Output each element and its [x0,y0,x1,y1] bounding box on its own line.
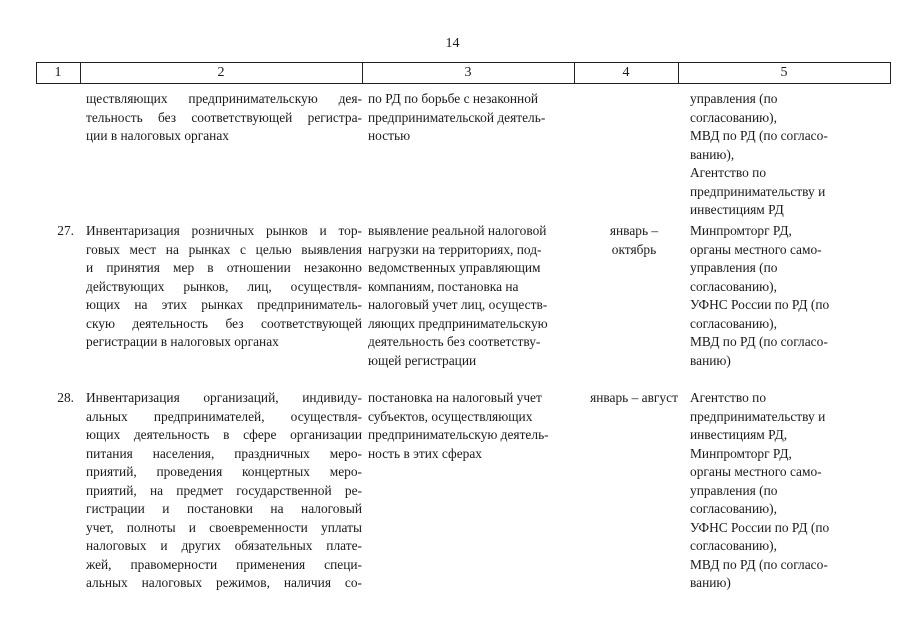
column-header-2: 2 [217,65,225,80]
text-line: учет, полноты и своевременности уплаты [86,519,362,535]
text-line: ющей регистрации [368,352,477,368]
text-line: ществляющих предпринимательскую дея- [86,91,362,106]
activity-cell [86,389,362,593]
text-line: предпринимательству и [690,408,826,424]
text-line: согласованию), [690,315,777,331]
text-line: согласованию), [690,538,777,553]
result-cell [368,90,578,146]
text-line: по РД по борьбе с незаконной [368,91,539,106]
text-line: ющих на этих рынках предприниматель- [86,297,362,312]
text-line: управления (по [690,260,778,275]
text-line: УФНС России по РД (по [690,297,830,312]
text-line: приятий, на предмет государственной ре- [86,482,362,498]
text-line: МВД по РД (по согласо- [690,556,828,572]
text-line: управления (по [690,91,778,106]
text-line: ляющих предпринимательскую [368,315,548,331]
text-line: УФНС России по РД (по [690,519,830,535]
text-line: предпринимательству и [690,183,826,199]
row-number: 28. [57,390,74,405]
text-line: ции в налоговых органах [86,128,229,143]
activity-cell [86,222,362,352]
text-line: альных предпринимателей, осуществля- [86,408,362,424]
responsible-cell [690,389,890,593]
text-line: инвестициям РД, [690,427,788,442]
text-line: налоговых и других обязательных плате- [86,538,362,553]
table-header-row [36,62,891,84]
responsible-cell [690,90,890,220]
text-line: ность в этих сферах [368,445,482,461]
text-line: Инвентаризация розничных рынков и тор- [86,223,362,238]
text-line: ванию) [690,352,731,368]
deadline-cell [580,389,688,408]
text-line: органы местного само- [690,241,822,257]
text-line: органы местного само- [690,464,822,479]
text-line: компаниям, постановка на [368,278,519,294]
text-line: инвестициям РД [690,202,784,217]
text-line: ностью [368,128,411,143]
text-line: предпринимательской деятель- [368,109,546,125]
activity-cell [86,90,362,146]
column-header-3: 3 [464,65,472,80]
text-line: Агентство по [690,390,767,405]
text-line: ванию) [690,575,731,590]
text-line: регистрации в налоговых органах [86,334,279,349]
result-cell [368,222,578,370]
text-line: управления (по [690,482,778,498]
text-line: тельность без соответствующей регистра- [86,109,362,125]
text-line: январь – август [590,390,678,405]
row-number: 27. [57,223,74,238]
text-line: ванию), [690,146,735,162]
text-line: альных налоговых режимов, наличия со- [86,575,362,590]
text-line: жей, правомерности применения специ- [86,556,362,572]
text-line: субъектов, осуществляющих [368,408,533,424]
text-line: МВД по РД (по согласо- [690,334,828,349]
text-line: питания населения, праздничных меро- [86,445,362,461]
column-header-4: 4 [622,65,630,80]
column-header-1: 1 [54,65,62,80]
deadline-cell [580,222,688,259]
text-line: Минпромторг РД, [690,445,792,461]
text-line: скую деятельность без соответствующей [86,315,362,331]
text-line: говых мест на рынках с целью выявления [86,241,362,257]
text-line: постановка на налоговый учет [368,390,542,405]
text-line: Инвентаризация организаций, индивиду- [86,390,362,405]
text-line: выявление реальной налоговой [368,223,547,238]
text-line: ющих деятельность в сфере организации [86,427,362,442]
text-line: согласованию), [690,501,777,516]
text-line: предпринимательскую деятель- [368,427,549,442]
result-cell [368,389,578,463]
text-line: октябрь [611,241,657,257]
text-line: деятельность без соответству- [368,334,541,349]
text-line: МВД по РД (по согласо- [690,128,828,143]
responsible-cell [690,222,890,370]
text-line: гистрации и постановки на налоговый [86,501,362,516]
text-line: Минпромторг РД, [690,223,792,238]
text-line: январь – [609,223,659,238]
text-line: согласованию), [690,109,777,125]
page-number: 14 [445,36,460,51]
text-line: нагрузки на территориях, под- [368,241,542,257]
text-line: и принятия мер в отношении незаконно [86,260,362,275]
text-line: приятий, проведения концертных меро- [86,464,362,479]
text-line: налоговый учет лиц, осуществ- [368,297,548,312]
text-line: ведомственных управляющим [368,260,541,275]
text-line: согласованию), [690,278,777,294]
column-header-5: 5 [780,65,788,80]
text-line: действующих рынков, лиц, осуществля- [86,278,362,294]
text-line: Агентство по [690,165,767,180]
